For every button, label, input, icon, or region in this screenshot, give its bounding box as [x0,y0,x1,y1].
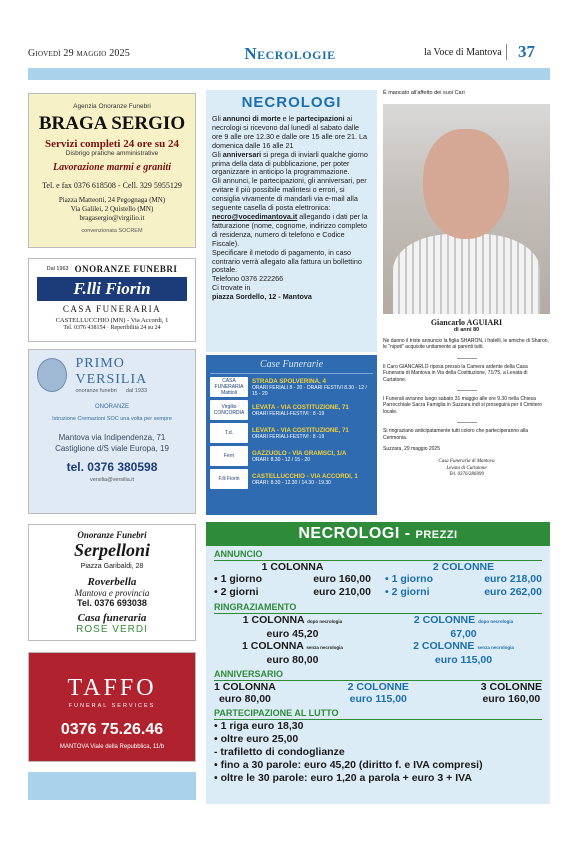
section-label-anniversario: ANNIVERSARIO [214,669,542,681]
info-phone: Telefono 0376 222266 [212,274,284,284]
partecipazione-prices: • 1 riga euro 18,30 • oltre euro 25,00 - trafiletto di condoglianze • fino a 30 parole: euro 45,20 (diritto f. e IVA compresi) • oltre le 30 parole: euro 1,20 a parola + euro 3 + IVA [214,720,483,784]
ad-email: bragasergio@virgilio.it [79,214,145,222]
ad-title: Onoranze Funebri [77,530,147,540]
ad-business-name: BRAGA SERGIO [38,113,186,134]
ad-address: Piazza Garibaldi, 28 [80,563,144,570]
ad-line: Disbrigo pratiche amministrative [65,150,159,157]
ad-phone: Tel. e fax 0376 618508 - Cell. 329 5955129 [42,181,182,190]
list-item: Ferri GAZZUOLO - VIA GRAMSCI, 1/A ORARI: 8.30 - 12 / 15 - 20 [210,446,373,466]
header-divider [506,44,507,60]
case-funerarie-box [206,355,377,515]
section-label-annuncio: ANNUNCIO [214,549,542,561]
ad-fiorin [28,258,196,342]
section-label-ringraziamento: RINGRAZIAMENTO [214,602,542,614]
ad-brand: ROSE VERDI [76,624,148,635]
ad-subtitle: FUNERAL SERVICES [68,703,156,709]
ad-agency-label: Agenzia Onoranze Funebri [73,103,151,110]
ad-serpelloni [28,524,196,641]
list-item: F.lli Fiorin CASTELLUCCHIO - VIA ACCORDI, 1 ORARI: 8.30 - 12.30 / 14.30 - 19.30 [210,469,373,489]
ad-business-name: TAFFO [67,675,157,701]
ad-phone: Tel. 0376 693038 [77,598,147,608]
ad-footer: convenzionata SOCREM [81,228,143,234]
ad-subtitle: Casa funeraria [77,612,147,624]
prices-box [206,522,550,804]
ad-title: ONORANZE FUNEBRI [74,264,178,274]
info-title: NECROLOGI [241,94,342,111]
funeral-home-logo-icon: F.lli Fiorin [210,469,248,489]
portrait-photo [383,104,550,314]
obit-paragraph: Si ringraziano anticipatamente tutti coloro che parteciperanno alla Cerimonia. [383,428,529,441]
obit-name: Giancarlo AGUIARI [430,318,503,327]
info-address: piazza Sordello, 12 - Mantova [212,292,312,302]
ad-subtitle: onoranze funebri [75,388,117,394]
list-item: CASA FUNERARIA Mattioli STRADA SPOLVERINA, 4 ORARI FERIALI 8 - 20 · ORARI FESTIVI 8.30 - 12 / 15 - 20 [210,377,373,397]
ad-address: Via Galilei, 2 Quistello (MN) [70,205,154,213]
ad-address: Castiglione d/S viale Europa, 19 [55,444,169,453]
header-band [28,68,550,80]
ad-since: Dal 1963 [46,266,69,272]
obit-paragraph: Il Caro GIANCARLO riposa presso la Camera ardente della Casa Funeraria di Mantova in Via della Costituzione, 71/75, a Levata di Curtatone. [383,363,528,383]
ad-address: Piazza Matteotti, 24 Pegognaga (MN) [58,196,166,204]
ad-province: Mantova e provincia [74,588,150,598]
ad-placeholder [28,772,196,800]
ad-onoranze-logo: ONORANZE [94,404,129,410]
list-item: T.d. LEVATA - VIA COSTITUZIONE, 71 ORARI FERIALI-FESTIVI : 8 -19 [210,423,373,443]
section-title: Necrologie [244,44,336,63]
newspaper-name: la Voce di Mantova [424,47,502,58]
ad-since: dal 1933 [125,388,148,394]
prices-title: NECROLOGI - PREZZI [206,522,550,546]
ad-line: Servizi completi 24 ore su 24 [45,138,179,150]
info-text: Gli annunci di morte e le partecipazioni ai necrologi si ricevono dal lunedì al sabato dalle ore 9 alle ore 12.30 e dalle ore 15 alle ore 21. La domenica dalle 16 alle 21 Gli anniversari si prega di inviarli qualche giorno prima della data di pubblicazione, per poter organizzare in anticipo la programmazione. Gli annunci, le partecipazioni, gli anniversari, per evitare il più possibile malintesi o errori, si consiglia vivamente di mandarli via e-mail alla seguente casella di posta elettronica: necro@vocedimantova.it allegando i dati per la fatturazione (nome, cognome, indirizzo completo di residenza, numero di telefono e Codice Fiscale). Specificare il metodo di pagamento, in caso contrario verrà allegato alla fattura un bollettino postale. Telefono 0376 222266 Ci trovate in piazza Sordello, 12 - Mantova [212,115,371,302]
ad-primo-versilia [28,349,196,514]
info-email-link[interactable]: necro@vocedimantova.it [212,211,298,221]
issue-date: Giovedì 29 maggio 2025 [28,48,131,59]
obit-intro: È mancato all'affetto dei suoi Cari [383,90,465,96]
cf-title: Case Funerarie [210,359,373,374]
obituary [383,90,550,515]
obit-place-date: Suzzara, 29 maggio 2025 [383,446,440,453]
necrologi-info-box [206,90,377,352]
ad-business-name: PRIMO VERSILIA [75,356,148,387]
obit-age: di anni 80 [453,327,480,333]
ad-town: Roverbella [87,576,137,588]
versilia-logo-icon [37,358,67,392]
ad-subtitle: CASA FUNERARIA [62,304,162,314]
funeral-home-logo-icon: Ferri [210,446,248,466]
list-item: Virgilio CONCORDIA LEVATA - VIA COSTITUZIONE, 71 ORARI FERIALI-FESTIVI : 8 -19 [210,400,373,420]
ad-line: Lavorazione marmi e graniti [52,162,172,173]
ad-braga-sergio [28,93,196,248]
ad-taffo [28,652,196,762]
section-label-partecipazione: PARTECIPAZIONE AL LUTTO [214,708,542,720]
ad-email: versilia@versilia.it [89,477,135,483]
funeral-home-logo-icon: CASA FUNERARIA Mattioli [210,377,248,397]
ad-address: CASTELLUCCHIO (MN) - Via Accordi, 1 [55,317,169,324]
obit-paragraph: Ne danno il triste annuncio la figlia SHARON, i fratelli, le amiche di Sharon, le "nipoti" acquisite unitamente ai parenti tutti. [383,338,549,351]
ad-phone: tel. 0376 380598 [66,460,158,474]
obit-signature: Casa Funeraria di Mantova Levata di Curtatone Tel. 0376/286999 [438,459,495,478]
page-number: 37 [518,42,535,61]
ad-address: Mantova via Indipendenza, 71 [58,433,166,442]
ad-phone: 0376 75.26.46 [60,721,164,738]
ad-business-name: Serpelloni [73,540,150,560]
ad-business-name: F.lli Fiorin [37,277,187,301]
obit-paragraph: I Funerali avranno luogo sabato 31 maggio alle ore 9.30 nella Chiesa Parrocchiale Sacra Famiglia in Suzzara indi si proseguirà per il Cimitero locale. [383,396,542,415]
ad-phone: Tel. 0376 438154 · Reperibilità 24 su 24 [63,325,161,331]
anniversario-prices: 1 COLONNA euro 80,00 2 COLONNE euro 115,00 3 COLONNE euro 160,00 [214,681,542,705]
annuncio-prices: 1 COLONNA • 1 giorno euro 160,00 • 2 giorni euro 210,00 2 COLONNE • 1 giorno euro 218,00 • 2 giorni euro 262,00 [214,561,542,598]
ad-line: Istruzione Cremazioni SOC una volta per sempre [52,416,172,422]
ad-address: MANTOVA Viale della Repubblica, 11/b [59,744,165,750]
ringraziamento-prices: 1 COLONNA dopo necrologia euro 45,20 1 COLONNA senza necrologia euro 80,00 2 COLONNE dopo necrologia 67,00 2 COLONNE senza necrologia euro 115,00 [242,614,514,666]
funeral-home-logo-icon: T.d. [210,423,248,443]
funeral-home-logo-icon: Virgilio CONCORDIA [210,400,248,420]
